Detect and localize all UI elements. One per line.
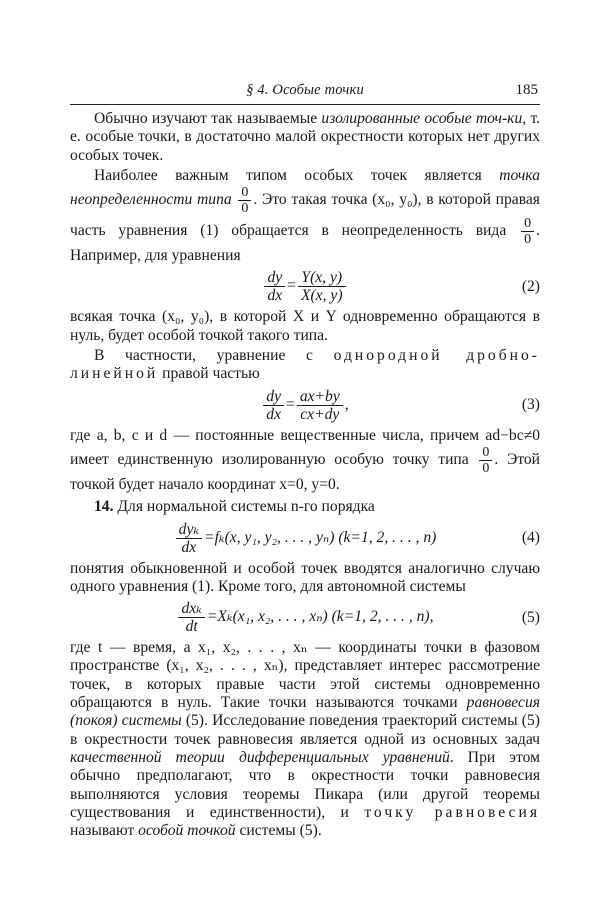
term-homogeneous-fractional-linear: однородной дробно-линейной: [70, 347, 541, 383]
equation-number: (2): [521, 277, 540, 295]
text-run: Наиболее важным типом особых точек является: [94, 166, 500, 184]
equation-4: [70, 521, 540, 556]
equation-rhs: =fₖ(x, y₁, y₂, . . . , yₙ) (k=1, 2, . . . , n): [204, 528, 437, 546]
term-equilibrium-point: точку равновесия: [364, 803, 540, 821]
fraction-dy-dx: [263, 388, 284, 423]
text-run: называют: [70, 822, 139, 840]
text-run: , т. е. особые точки, в достаточно малой окрестности которых нет других особых точек.: [70, 110, 540, 164]
text-run: . При этом обычно предполагают, что в окрестности точки равновесия выполняются условия теоремы Пикара (или другой теоремы существования и единственности), и: [70, 748, 540, 821]
fraction-denominator: 0: [482, 460, 490, 476]
fraction-denominator: X(x, y): [300, 287, 343, 305]
fraction-dy-dx: [264, 269, 285, 304]
term-singular-point: особой точкой: [138, 822, 236, 840]
paragraph-every-point: всякая точка (x₀, y₀), в которой X и Y одновременно обращаются в нуль, будет особой точкой такого типа.: [70, 308, 540, 344]
fraction-denominator: cx+dy: [300, 405, 340, 423]
fraction-linear-over-linear: [297, 388, 343, 423]
equation-number: (4): [521, 528, 540, 546]
fraction-numerator: Y(x, y): [298, 269, 346, 287]
fraction-denominator: 0: [524, 232, 532, 248]
fraction-dyk-dx: [176, 521, 202, 556]
text-run: . Этой точкой будет начало координат x=0, y=0.: [70, 451, 540, 493]
text-run: (5). Исследование поведения траекторий системы (5) в окрестности точек равновесия является одной из основных задач: [70, 712, 540, 748]
fraction-numerator: 0: [238, 185, 251, 201]
text-run: системы (5).: [235, 822, 322, 840]
equation-2: $\frac{dy}{dx}$ = $\frac{Y(x, y)}{X(x, y)}$ (2): [70, 269, 540, 304]
term-equilibrium-points: равновесия (покоя) системы: [70, 694, 540, 730]
section-title: § 4. Особые точки: [246, 82, 364, 98]
fraction-numerator: dy: [264, 269, 285, 287]
equation-5: [70, 600, 540, 635]
equation-rhs: =Xₖ(x₁, x₂, . . . , xₙ) (k=1, 2, . . . , n),: [206, 608, 434, 626]
paragraph-notions: понятия обыкновенной и особой точек вводятся аналогично случаю одного уравнения (1). Кроме того, для автономной системы: [70, 559, 540, 595]
equation-number: (5): [521, 608, 540, 626]
text-run: правой частью: [158, 365, 260, 383]
text-run: Обычно изучают так называемые: [94, 110, 322, 127]
fraction-denominator: 0: [241, 201, 249, 217]
fraction-denominator: dt: [185, 618, 198, 636]
item-number: 14.: [94, 498, 114, 516]
fraction-numerator: dyₖ: [176, 521, 202, 539]
paragraph-indeterminate-point: [70, 167, 540, 266]
fraction-zero-over-zero: [238, 185, 251, 216]
term-indeterminate-point: точка неопределенности типа: [70, 166, 540, 209]
fraction-numerator: 0: [521, 216, 534, 232]
fraction-numerator: dxₖ: [178, 600, 204, 618]
page-body: [70, 110, 540, 840]
paragraph-equilibrium: [70, 639, 540, 840]
equation-number: (3): [521, 396, 540, 414]
paragraph-homogeneous: [70, 347, 540, 384]
text-run: Для нормальной системы n-го порядка: [113, 498, 375, 516]
fraction-denominator: dx: [267, 287, 283, 305]
fraction-Y-over-X: [298, 269, 346, 304]
fraction-zero-over-zero: [521, 216, 534, 247]
term-isolated-points: изолированные особые точ-ки: [321, 110, 523, 127]
fraction-numerator: ax+by: [297, 388, 343, 406]
paragraph-constants: [70, 427, 540, 495]
fraction-numerator: 0: [479, 445, 492, 461]
text-run: где a, b, c и d — постоянные вещественные числа, причем ad−bc≠0 имеет единственную изолированную особую точку типа: [70, 426, 540, 469]
text-run: где t — время, а x₁, x₂, . . . , xₙ — координаты точки в фазовом пространстве (x₁, x₂, . . . , xₙ), представляет интерес рассмотрение точек, в которых правые части этой системы одновременно обращаются в нуль. Такие точки называются точками: [70, 639, 540, 712]
paragraph-isolated-points: [70, 110, 540, 165]
fraction-zero-over-zero: [479, 445, 492, 476]
text-run: В частности, уравнение с: [94, 347, 334, 365]
paragraph-item-14: [70, 498, 540, 516]
running-header: [70, 80, 540, 105]
text-run: . Это такая точка (x₀, y₀), в которой правая часть уравнения (1) обращается в неопределенность вида: [70, 191, 540, 240]
fraction-numerator: dy: [263, 388, 284, 406]
page-number: 185: [515, 82, 538, 98]
term-qualitative-theory: качественной теории дифференциальных уравнений: [70, 748, 450, 766]
equation-comma: ,: [344, 395, 349, 413]
text-run: . Например, для уравнения: [70, 222, 540, 265]
fraction-denominator: dx: [181, 538, 197, 556]
fraction-denominator: dx: [266, 405, 282, 423]
fraction-dxk-dt: [178, 600, 204, 635]
equation-3: $\frac{dy}{dx}$ = $\frac{ax+by}{cx+dy}$ , (3): [70, 388, 540, 423]
